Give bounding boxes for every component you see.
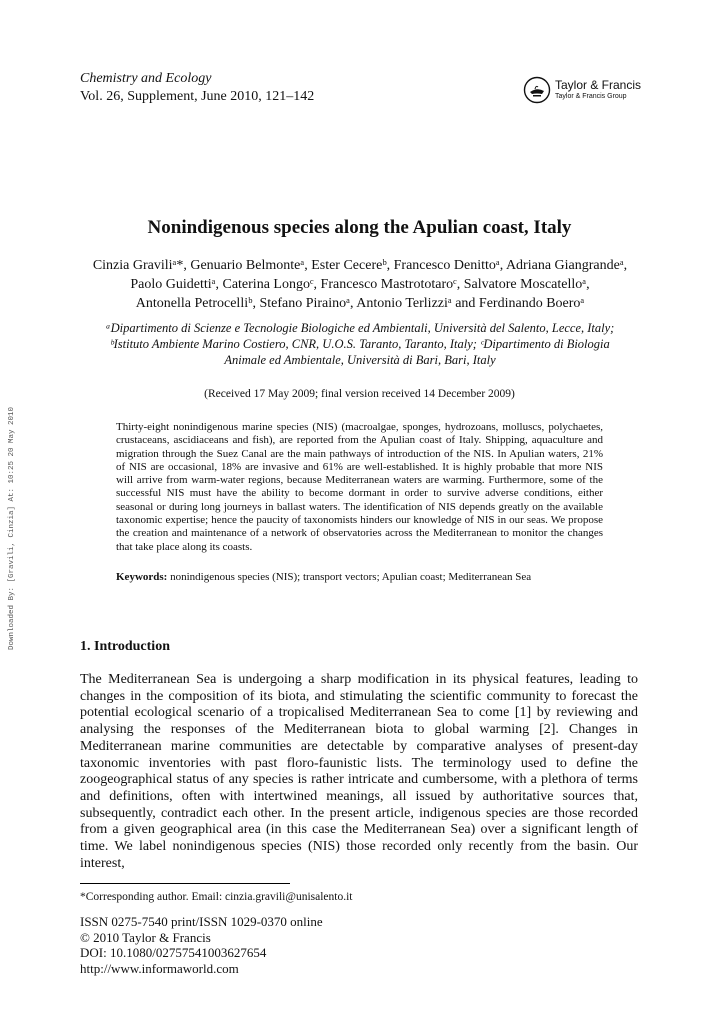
journal-volume: Vol. 26, Supplement, June 2010, 121–142 (80, 89, 315, 104)
affiliation-line: ᵇIstituto Ambiente Marino Costiero, CNR, U.O.S. Taranto, Taranto, Italy; ᶜDipartimento di Biologia (110, 337, 610, 351)
affiliation-line: ᵃDipartimento di Scienze e Tecnologie Biologiche ed Ambientali, Università del Salento, Lecce, Italy; (105, 321, 615, 335)
publisher-group: Taylor & Francis Group (555, 93, 627, 100)
download-stamp: Downloaded By: [Gravili, Cinzia] At: 10:25 20 May 2010 (8, 406, 16, 650)
section-heading: 1. Introduction (80, 639, 170, 654)
publisher-logo (523, 76, 643, 106)
author-line: Cinzia Graviliᵃ*, Genuario Belmonteᵃ, Ester Cecereᵇ, Francesco Denittoᵃ, Adriana Giangrandeᵃ, (92, 258, 628, 273)
footnote-rule (80, 883, 290, 884)
author-list (60, 256, 660, 313)
author-line: Paolo Guidettiᵃ, Caterina Longoᶜ, Francesco Mastrototaroᶜ, Salvatore Moscatelloᵃ, (130, 277, 590, 292)
received-dates: (Received 17 May 2009; final version received 14 December 2009) (204, 388, 515, 400)
article-title: Nonindigenous species along the Apulian coast, Italy (147, 217, 572, 238)
affiliations (60, 320, 660, 368)
issn-block (80, 914, 323, 976)
affiliation-line: Animale ed Ambientale, Università di Bari, Bari, Italy (224, 353, 496, 367)
lamp-icon (523, 76, 551, 104)
copyright-line: © 2010 Taylor & Francis (80, 929, 211, 945)
journal-title: Chemistry and Ecology (80, 71, 212, 86)
issn-line: ISSN 0275-7540 print/ISSN 1029-0370 online (80, 914, 323, 929)
keywords-label: Keywords: (116, 571, 168, 583)
website-line: http://www.informaworld.com (80, 960, 239, 976)
abstract: Thirty-eight nonindigenous marine species (NIS) (macroalgae, sponges, hydrozoans, molluscs, polychaetes, crustaceans, ascidiaceans and fish), are reported from the Apulian coast of Italy. Shipping, aquaculture and migration through the Suez Canal are the main pathways of introduction of the NIS. In Apulian waters, 21% of NIS are occasional, 18% are invasive and 61% are well-established. It is highly probable that more NIS will arrive from warm-water regions, because Mediterranean waters are warming. Furthermore, some of the successful NIS must have the ability to become dormant in order to survive adverse conditions, either seasonal or during long journeys in ballast waters. The identification of NIS depends greatly on the available taxonomic expertise; hence the paucity of taxonomists hinders our knowledge of NIS in our seas. We propose the creation and maintenance of a network of observatories across the Mediterranean to monitor the changes that take place along its coasts. (116, 421, 603, 553)
publisher-name: Taylor & Francis (555, 78, 642, 92)
journal-header (80, 70, 314, 106)
keywords (116, 571, 603, 583)
body-text: The Mediterranean Sea is undergoing a sharp modification in its physical features, leading to changes in the composition of its biota, and stimulating the scientific community to forecast the potential ecological scenario of a tropicalised Mediterranean Sea to come [1] by reviewing and analysing the responses of the Mediterranean biota to global warming [2]. Changes in Mediterranean marine communities are detectable by comparative analyses of present-day taxonomic inventories with past floro-faunistic lists. The terminology used to define the zoogeographical status of any species is rather intricate and cumbersome, with a plethora of terms and definitions, often with intertwined meanings, all issued by authoritative sources that, subsequently, contradict each other. In the present article, indigenous species are those recorded from a given geographical area (in this case the Mediterranean Sea) over a significant length of time. We label nonindigenous species (NIS) those recorded only recently from the basin. Our interest, (80, 672, 638, 871)
author-line: Antonella Petrocelliᵇ, Stefano Pirainoᵃ, Antonio Terlizziᵃ and Ferdinando Boeroᵃ (135, 296, 585, 311)
keywords-text: nonindigenous species (NIS); transport vectors; Apulian coast; Mediterranean Sea (170, 571, 532, 583)
doi-line: DOI: 10.1080/02757541003627654 (80, 945, 267, 961)
footnote: *Corresponding author. Email: cinzia.gravili@unisalento.it (80, 891, 353, 903)
